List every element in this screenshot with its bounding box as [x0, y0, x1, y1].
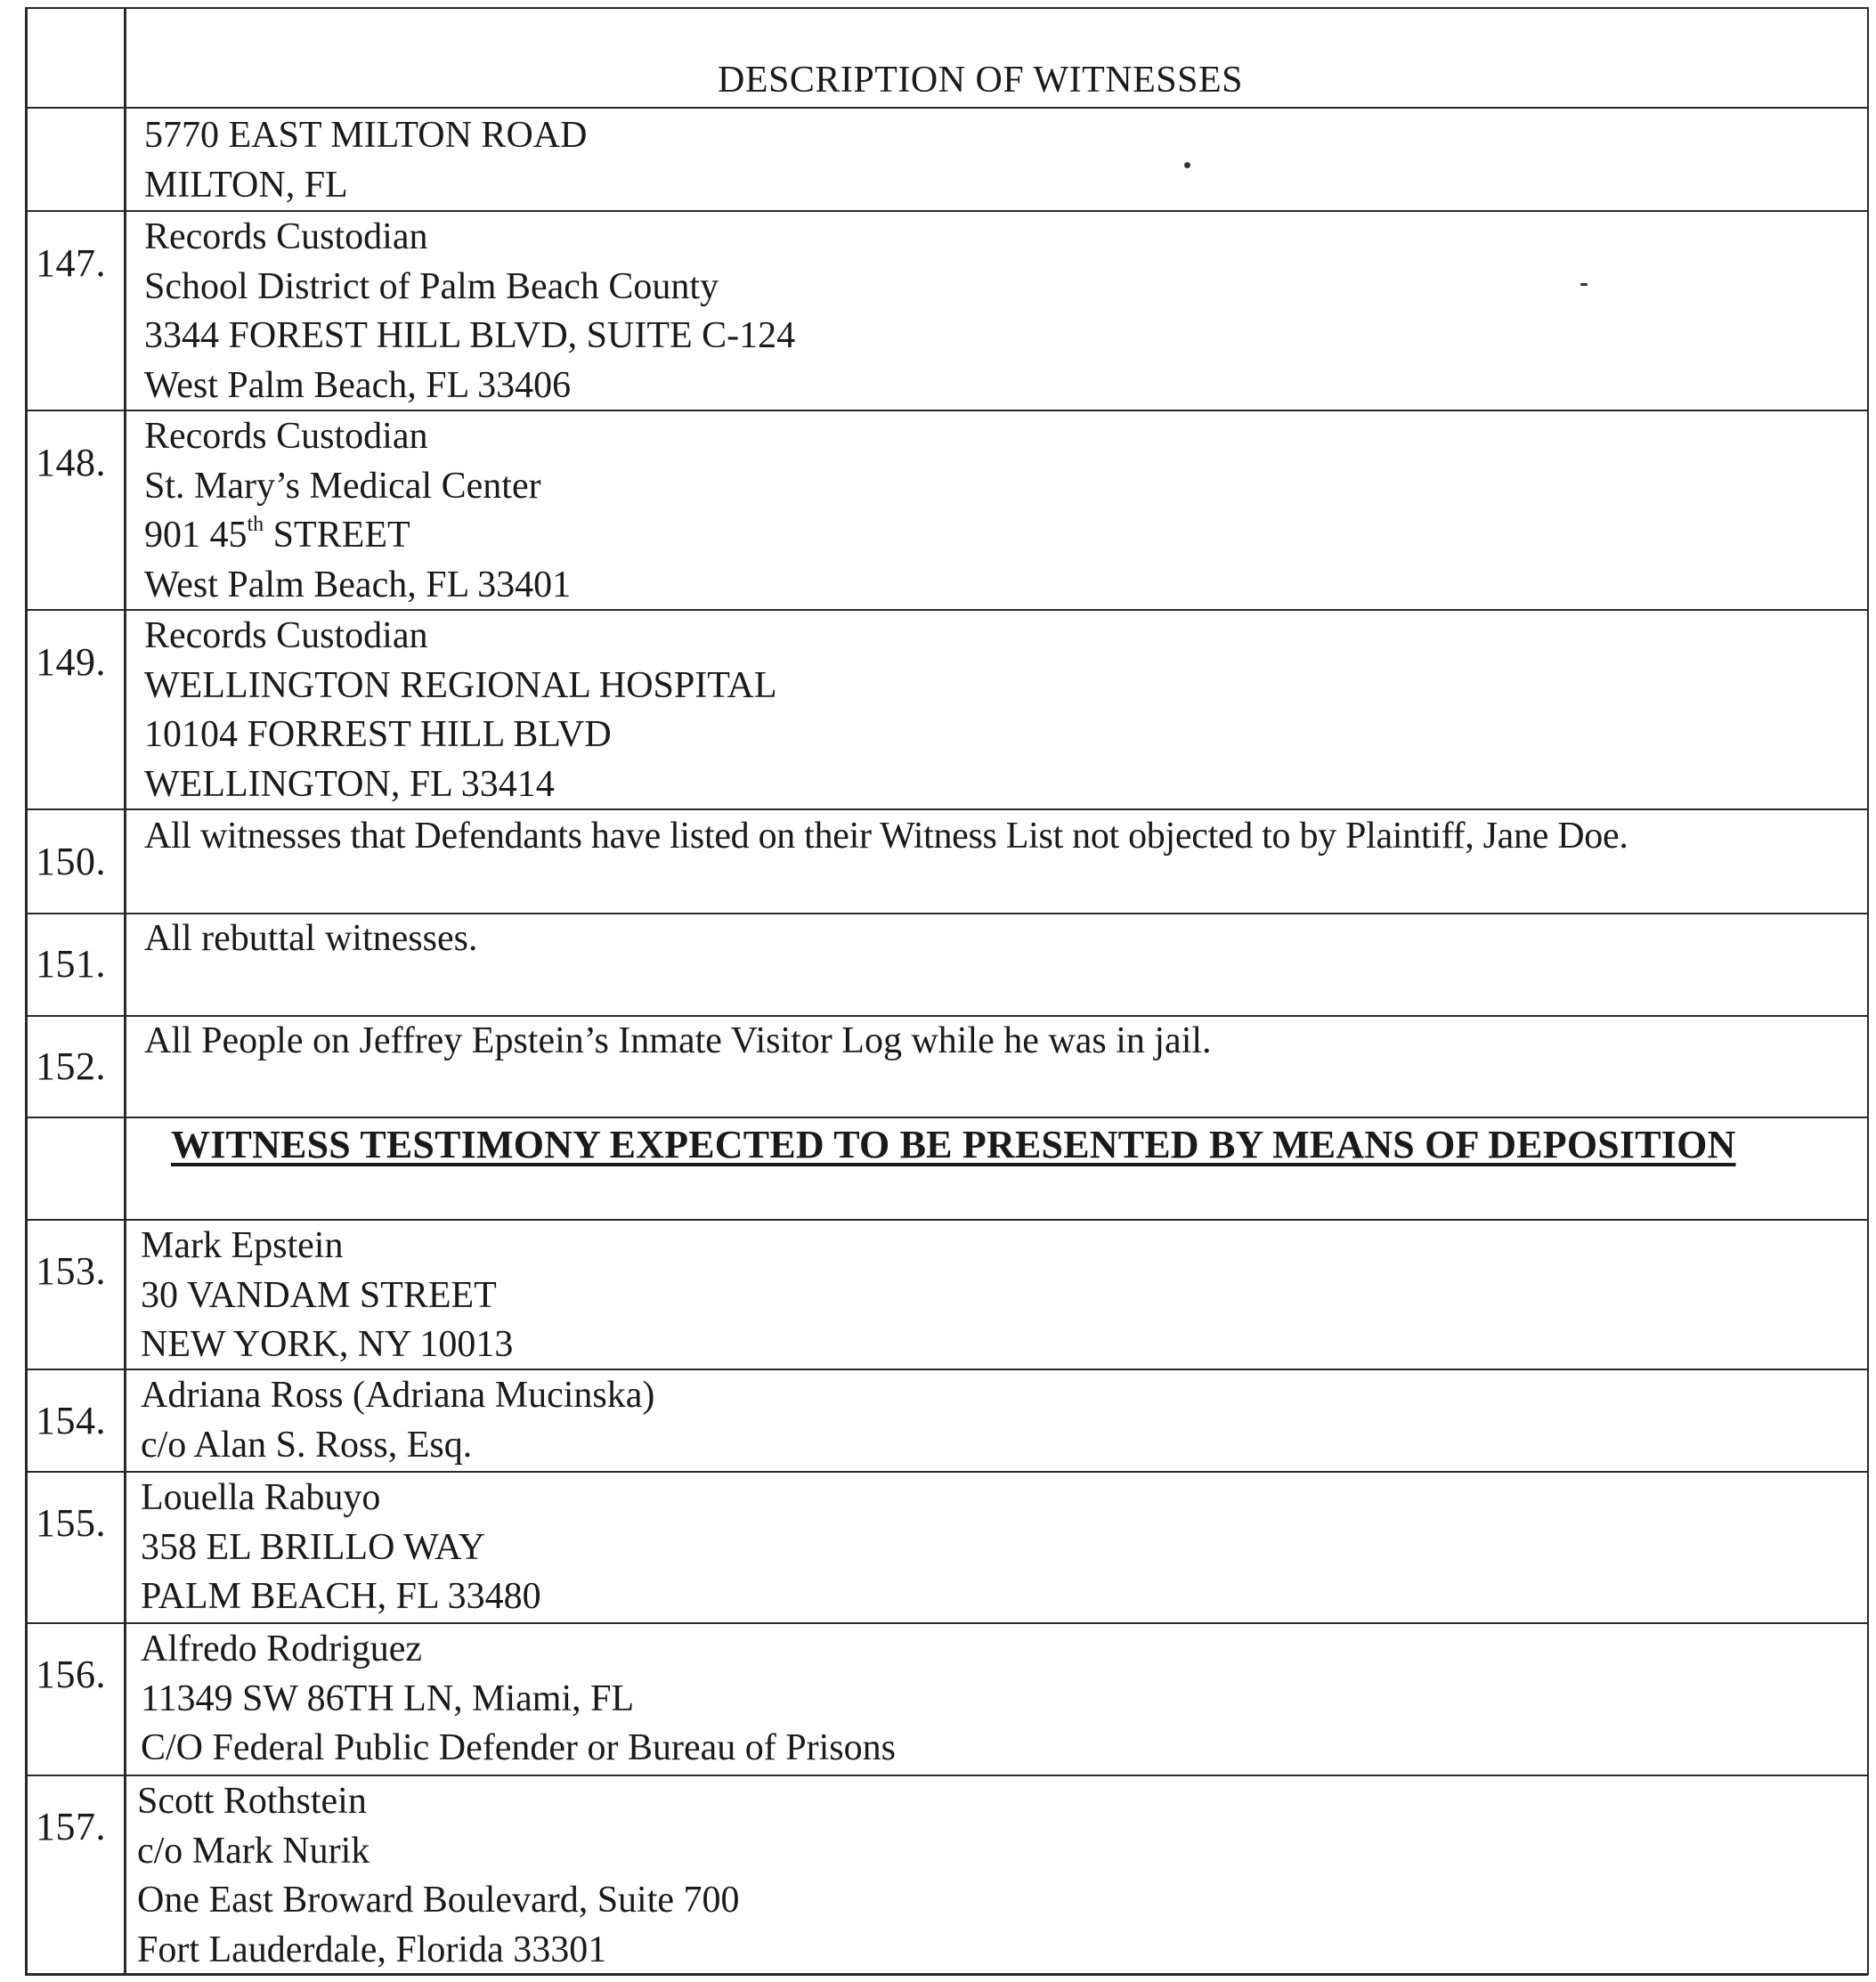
description-line: 358 EL BRILLO WAY: [141, 1526, 485, 1568]
description-line: NEW YORK, NY 10013: [141, 1324, 514, 1365]
description-line: Alfredo Rodriguez: [141, 1629, 423, 1669]
description-line: Adriana Ross (Adriana Mucinska): [141, 1375, 655, 1416]
description-line: PALM BEACH, FL 33480: [141, 1576, 541, 1617]
row-divider: [25, 1369, 1868, 1370]
witness-number: 157.: [36, 1805, 106, 1848]
description-line: c/o Alan S. Ross, Esq.: [141, 1424, 473, 1466]
witness-description: [141, 1625, 896, 1774]
row-divider: [25, 1622, 1868, 1624]
witness-description: [141, 1474, 541, 1622]
witness-number: 148.: [36, 441, 106, 484]
description-line: Scott Rothstein: [137, 1781, 367, 1822]
stray-mark: [1580, 283, 1588, 286]
description-line: Records Custodian: [144, 216, 428, 257]
row-divider: [25, 210, 1868, 212]
address-line: MILTON, FL: [144, 164, 348, 206]
table-right-border: [1867, 7, 1869, 1975]
witness-number: 147.: [36, 241, 106, 285]
description-line: All People on Jeffrey Epstein’s Inmate Visitor Log while he was in jail.: [144, 1020, 1212, 1061]
row-divider: [25, 1471, 1868, 1473]
continuation-address: [144, 111, 587, 210]
witness-number: 152.: [36, 1044, 106, 1088]
witness-description: [144, 1017, 1212, 1067]
row-divider: [25, 410, 1868, 411]
address-line: 5770 EAST MILTON ROAD: [144, 115, 588, 156]
witness-description: [144, 412, 571, 610]
description-line: School District of Palm Beach County: [144, 265, 719, 307]
description-line: WELLINGTON REGIONAL HOSPITAL: [144, 664, 777, 706]
witness-description: [137, 1777, 740, 1975]
witness-description: [144, 812, 1628, 862]
description-line: 30 VANDAM STREET: [141, 1274, 497, 1316]
description-line: c/o Mark Nurik: [137, 1830, 370, 1872]
description-line: One East Broward Boulevard, Suite 700: [137, 1880, 740, 1921]
witness-number: 153.: [36, 1249, 106, 1293]
description-line: 3344 FOREST HILL BLVD, SUITE C-124: [144, 315, 796, 356]
witness-description: [144, 914, 477, 964]
description-line: WELLINGTON, FL 33414: [144, 763, 555, 805]
description-line: C/O Federal Public Defender or Bureau of Prisons: [141, 1727, 896, 1768]
row-divider: [25, 1775, 1868, 1776]
witness-description: [141, 1371, 654, 1470]
description-line: 901 45th STREET: [144, 513, 410, 556]
row-divider: [25, 107, 1868, 109]
table-top-border: [25, 7, 1868, 9]
description-line: Fort Lauderdale, Florida 33301: [137, 1929, 607, 1970]
witness-number: 156.: [36, 1653, 106, 1696]
description-line: All witnesses that Defendants have listed on their Witness List not objected to by Plaintiff, Jane Doe.: [144, 816, 1628, 857]
stray-dot: [1184, 162, 1190, 168]
description-line: Mark Epstein: [141, 1225, 344, 1266]
witness-description: [141, 1222, 513, 1370]
description-line: Records Custodian: [144, 416, 428, 457]
description-line: West Palm Beach, FL 33406: [144, 364, 572, 406]
row-divider: [25, 609, 1868, 611]
witness-number: 151.: [36, 942, 106, 986]
witness-description: [144, 213, 795, 410]
witness-description: [144, 612, 777, 809]
witness-number: 149.: [36, 640, 106, 684]
table-column-divider: [124, 7, 126, 1975]
table-left-border: [25, 7, 28, 1975]
description-line: All rebuttal witnesses.: [144, 918, 478, 959]
description-line: 11349 SW 86TH LN, Miami, FL: [141, 1677, 635, 1719]
table-header-title: DESCRIPTION OF WITNESSES: [718, 60, 1243, 101]
witness-number: 155.: [36, 1501, 106, 1545]
description-line: St. Mary’s Medical Center: [144, 465, 541, 507]
description-line: Louella Rabuyo: [141, 1477, 381, 1518]
witness-number: 154.: [36, 1399, 106, 1442]
row-divider: [25, 808, 1868, 810]
section-heading: WITNESS TESTIMONY EXPECTED TO BE PRESENTED BY MEANS OF DEPOSITION: [171, 1123, 1736, 1166]
row-divider: [25, 1219, 1868, 1221]
description-line: West Palm Beach, FL 33401: [144, 564, 572, 605]
description-line: 10104 FORREST HILL BLVD: [144, 714, 612, 755]
row-divider: [25, 1117, 1868, 1118]
description-line: Records Custodian: [144, 615, 428, 656]
witness-number: 150.: [36, 840, 106, 883]
